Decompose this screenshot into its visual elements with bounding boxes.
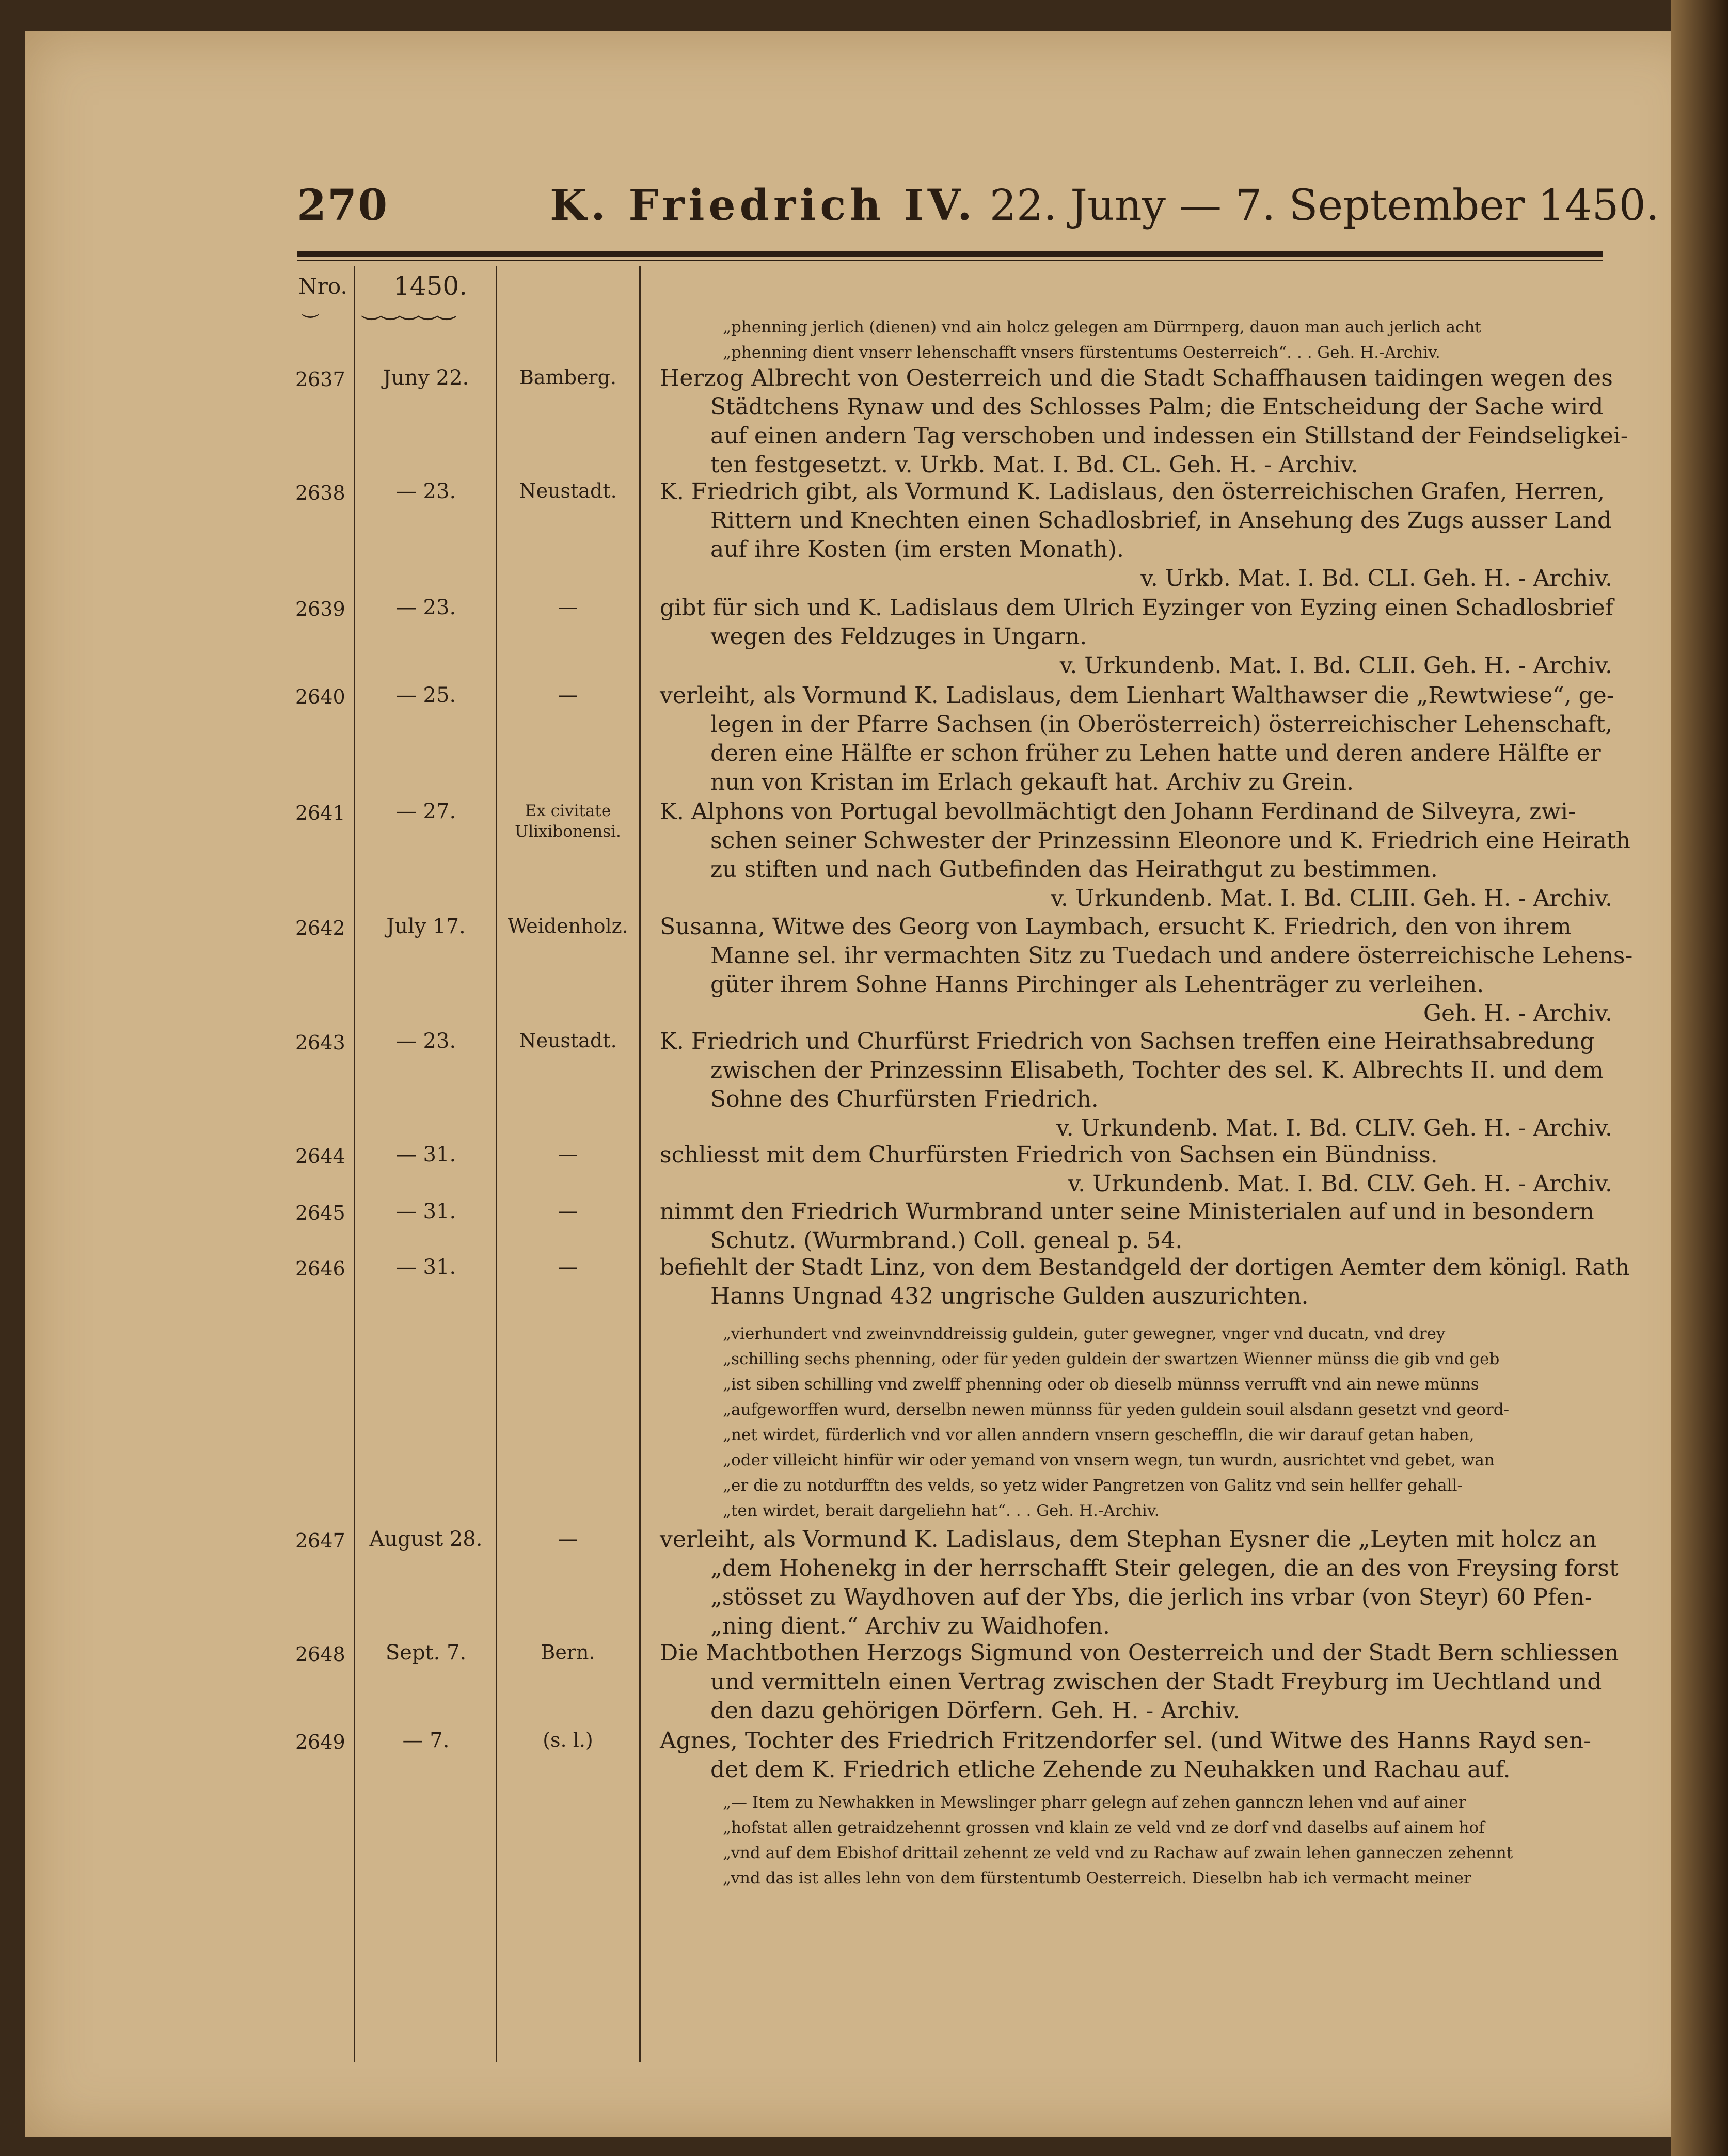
entry-text	[660, 1525, 1619, 1641]
entry-line: verleiht, als Vormund K. Ladislaus, dem Lienhart Walthawser die „Rewtwiese“, ge-	[660, 682, 1614, 709]
quote-line: „phenning jerlich (dienen) vnd ain holcz gelegen am Dürrnperg, dauon man auch jerlich acht	[723, 318, 1481, 337]
column-head-year: 1450.	[393, 271, 468, 301]
entry-line: det dem K. Friedrich etliche Zehende zu Neuhakken und Rachau auf.	[710, 1756, 1511, 1783]
entry-date: — 31.	[395, 1143, 456, 1167]
entry-date: — 25.	[395, 683, 456, 707]
quote-block-2646	[723, 1321, 1613, 1524]
entry-place: Neustadt.	[519, 1029, 617, 1052]
quote-line: „oder villeicht hinfür wir oder yemand von vnsern wegn, tun wurdn, ausrichtet vnd gebet, wan	[723, 1451, 1495, 1470]
quote-line: „hofstat allen getraidzehennt grossen vnd klain ze veld vnd ze dorf vnd daselbs auf ainem hof	[723, 1818, 1485, 1837]
entry-place: Ex civitate Ulixibonensi.	[515, 802, 621, 841]
quote-line: „er die zu notdurfftn des velds, so yetz wider Pangretzen von Galitz vnd sein hellfer gehall-	[723, 1476, 1463, 1495]
entry-date: — 31.	[395, 1200, 456, 1223]
entry-line: Herzog Albrecht von Oesterreich und die Stadt Schaffhausen taidingen wegen des	[660, 365, 1613, 391]
entry-number: 2649	[295, 1731, 345, 1753]
quote-line: „— Item zu Newhakken in Mewslinger pharr gelegn auf zehen gannczn lehen vnd auf ainer	[723, 1793, 1466, 1812]
header-rule-thin	[297, 260, 1603, 261]
entry-place: —	[558, 1200, 578, 1222]
entry-line: K. Friedrich gibt, als Vormund K. Ladislaus, den österreichischen Grafen, Herren,	[660, 478, 1605, 505]
entry-number: 2644	[295, 1145, 345, 1168]
entry-line: zu stiften und nach Gutbefinden das Heirathgut zu bestimmen.	[710, 856, 1438, 883]
page-header	[297, 181, 1659, 237]
entry-date: — 23.	[395, 480, 456, 503]
entry-source: v. Urkundenb. Mat. I. Bd. CLII. Geh. H. - Archiv.	[1059, 652, 1612, 679]
quote-line: „vnd auf dem Ebishof drittail zehennt ze veld vnd zu Rachaw auf zwain lehen ganneczen zehennt	[723, 1844, 1513, 1862]
entry-date: — 23.	[395, 1029, 456, 1053]
quote-block-2649	[723, 1790, 1613, 1891]
entry-date: July 17.	[386, 915, 466, 938]
entry-source: v. Urkundenb. Mat. I. Bd. CLIV. Geh. H. - Archiv.	[1056, 1115, 1612, 1141]
entry-number: 2638	[295, 482, 345, 504]
brace-mark: ⏝⏝⏝⏝⏝	[361, 295, 456, 319]
quote-line: „ten wirdet, berait dargeliehn hat“. . . Geh. H.-Archiv.	[723, 1502, 1160, 1520]
entry-text	[660, 1727, 1612, 1784]
entry-line: „dem Hohenekg in der herrschafft Steir gelegen, die an des von Freysing forst	[710, 1555, 1619, 1582]
entry-source: v. Urkb. Mat. I. Bd. CLI. Geh. H. - Archiv.	[1140, 565, 1612, 592]
entry-place: Weidenholz.	[508, 915, 628, 937]
quote-line: „aufgeworffen wurd, derselbn newen münnss für yeden guldein souil alsdann gesetzt vnd geord-	[723, 1400, 1510, 1419]
entry-line: deren eine Hälfte er schon früher zu Lehen hatte und deren andere Hälfte er	[710, 740, 1601, 766]
quote-line: „net wirdet, fürderlich vnd vor allen anndern vnsern gescheffln, die wir darauf getan haben,	[723, 1426, 1475, 1444]
entry-date: — 7.	[402, 1729, 450, 1752]
entry-number: 2640	[295, 685, 345, 708]
page-number: 270	[297, 181, 389, 230]
quote-line: „schilling sechs phenning, oder für yeden guldein der swartzen Wienner münss die gib vnd geb	[723, 1350, 1500, 1368]
column-divider	[354, 266, 355, 2062]
book-edge	[1671, 0, 1728, 2156]
entry-place: —	[558, 1255, 578, 1278]
entry-line: befiehlt der Stadt Linz, von dem Bestandgeld der dortigen Aemter dem königl. Rath	[660, 1254, 1630, 1281]
entry-number: 2647	[295, 1529, 345, 1552]
entry-line: und vermitteln einen Vertrag zwischen der Stadt Freyburg im Uechtland und	[710, 1669, 1602, 1695]
entry-text	[660, 364, 1628, 480]
entry-number: 2642	[295, 917, 345, 939]
quote-block-top	[723, 315, 1613, 365]
entry-number: 2646	[295, 1257, 345, 1280]
entry-number: 2643	[295, 1031, 345, 1054]
entry-line: Susanna, Witwe des Georg von Laymbach, ersucht K. Friedrich, den von ihrem	[660, 914, 1572, 940]
entry-line: „ning dient.“ Archiv zu Waidhofen.	[710, 1613, 1111, 1639]
entry-line: schliesst mit dem Churfürsten Friedrich von Sachsen ein Bündniss.	[660, 1142, 1438, 1168]
entry-text	[660, 681, 1612, 797]
entry-line: Schutz. (Wurmbrand.) Coll. geneal p. 54.	[710, 1227, 1183, 1254]
entry-date: — 27.	[395, 800, 456, 823]
entry-line: auf einen andern Tag verschoben und indessen ein Stillstand der Feindseligkei-	[710, 423, 1628, 449]
entry-line: Manne sel. ihr vermachten Sitz zu Tuedach und andere österreichische Lehens-	[710, 943, 1633, 969]
entry-source: v. Urkundenb. Mat. I. Bd. CLIII. Geh. H. - Archiv.	[1051, 885, 1612, 912]
entry-source: Geh. H. - Archiv.	[1423, 1000, 1612, 1027]
entry-line: Sohne des Churfürsten Friedrich.	[710, 1086, 1099, 1112]
entry-place: —	[558, 596, 578, 618]
entry-place: (s. l.)	[543, 1729, 593, 1751]
title-dates: 22. Juny — 7. September 1450.	[976, 181, 1659, 230]
quote-line: „phenning dient vnserr lehenschafft vnsers fürstentums Oesterreich“. . . Geh. H.-Archiv.	[723, 343, 1440, 362]
entry-line: nimmt den Friedrich Wurmbrand unter seine Ministerialen auf und in besondern	[660, 1199, 1594, 1225]
entry-number: 2648	[295, 1643, 345, 1666]
entry-line: verleiht, als Vormund K. Ladislaus, dem Stephan Eysner die „Leyten mit holcz an	[660, 1526, 1597, 1553]
entry-text	[660, 1253, 1630, 1311]
entry-date: Sept. 7.	[385, 1641, 467, 1665]
entry-source: v. Urkundenb. Mat. I. Bd. CLV. Geh. H. - Archiv.	[1068, 1171, 1612, 1197]
entry-line: „stösset zu Waydhoven auf der Ybs, die jerlich ins vrbar (von Steyr) 60 Pfen-	[710, 1584, 1592, 1610]
entry-line: den dazu gehörigen Dörfern. Geh. H. - Archiv.	[710, 1698, 1240, 1724]
column-divider	[639, 266, 641, 2062]
entry-number: 2641	[295, 802, 345, 824]
entry-number: 2637	[295, 368, 345, 391]
entry-text	[660, 1639, 1619, 1726]
entry-line: legen in der Pfarre Sachsen (in Oberösterreich) österreichischer Lehenschaft,	[710, 711, 1613, 738]
entry-text	[660, 1027, 1612, 1143]
column-divider	[496, 266, 497, 2062]
quote-line: „ist siben schilling vnd zwelff phenning oder ob dieselb münnss verrufft vnd ain newe münns	[723, 1375, 1479, 1394]
entry-place: Neustadt.	[519, 480, 617, 502]
entry-date: — 31.	[395, 1255, 456, 1279]
entry-text	[660, 797, 1630, 913]
entry-text	[660, 477, 1612, 593]
entry-line: auf ihre Kosten (im ersten Monath).	[710, 536, 1124, 563]
entry-line: Rittern und Knechten einen Schadlosbrief, in Ansehung des Zugs ausser Land	[710, 507, 1612, 534]
entry-date: August 28.	[369, 1527, 483, 1551]
running-title	[550, 181, 1659, 230]
entry-line: schen seiner Schwester der Prinzessinn Eleonore und K. Friedrich eine Heirath	[710, 827, 1630, 854]
quote-line: „vnd das ist alles lehn von dem fürstentumb Oesterreich. Dieselbn hab ich vermacht meiner	[723, 1869, 1471, 1888]
title-ruler: K. Friedrich IV.	[550, 181, 976, 230]
entry-text	[660, 1141, 1612, 1199]
entry-line: nun von Kristan im Erlach gekauft hat. Archiv zu Grein.	[710, 769, 1354, 795]
entry-line: Hanns Ungnad 432 ungrische Gulden auszurichten.	[710, 1283, 1309, 1309]
entry-place: —	[558, 1527, 578, 1550]
entry-place: Bern.	[541, 1641, 595, 1664]
entry-number: 2645	[295, 1202, 345, 1224]
header-rule	[297, 251, 1603, 257]
entry-line: Die Machtbothen Herzogs Sigmund von Oesterreich und der Stadt Bern schliessen	[660, 1640, 1619, 1666]
entry-text	[660, 594, 1612, 680]
entry-line: Städtchens Rynaw und des Schlosses Palm; die Entscheidung der Sache wird	[710, 394, 1604, 420]
entry-text	[660, 913, 1633, 1028]
entry-date: — 23.	[395, 596, 456, 619]
entry-text	[660, 1197, 1612, 1255]
brace-mark: ⏝	[302, 297, 319, 317]
entry-line: ten festgesetzt. v. Urkb. Mat. I. Bd. CL. Geh. H. - Archiv.	[710, 452, 1358, 478]
entry-place: —	[558, 1143, 578, 1165]
entry-place: Bamberg.	[519, 366, 616, 389]
entry-line: Agnes, Tochter des Friedrich Fritzendorfer sel. (und Witwe des Hanns Rayd sen-	[660, 1728, 1591, 1754]
entry-line: zwischen der Prinzessinn Elisabeth, Tochter des sel. K. Albrechts II. und dem	[710, 1057, 1604, 1083]
entry-place: —	[558, 683, 578, 706]
entry-line: K. Alphons von Portugal bevollmächtigt den Johann Ferdinand de Silveyra, zwi-	[660, 798, 1576, 825]
entry-date: Juny 22.	[383, 366, 469, 390]
entry-line: wegen des Feldzuges in Ungarn.	[710, 624, 1087, 650]
entry-line: gibt für sich und K. Ladislaus dem Ulrich Eyzinger von Eyzing einen Schadlosbrief	[660, 595, 1613, 621]
entry-line: güter ihrem Sohne Hanns Pirchinger als Lehenträger zu verleihen.	[710, 971, 1484, 998]
entry-line: K. Friedrich und Churfürst Friedrich von Sachsen treffen eine Heirathsabredung	[660, 1028, 1595, 1055]
entry-number: 2639	[295, 598, 345, 620]
column-head-nro: Nro.	[298, 274, 347, 299]
quote-line: „vierhundert vnd zweinvnddreissig guldein, guter gewegner, vnger vnd ducatn, vnd drey	[723, 1324, 1446, 1343]
